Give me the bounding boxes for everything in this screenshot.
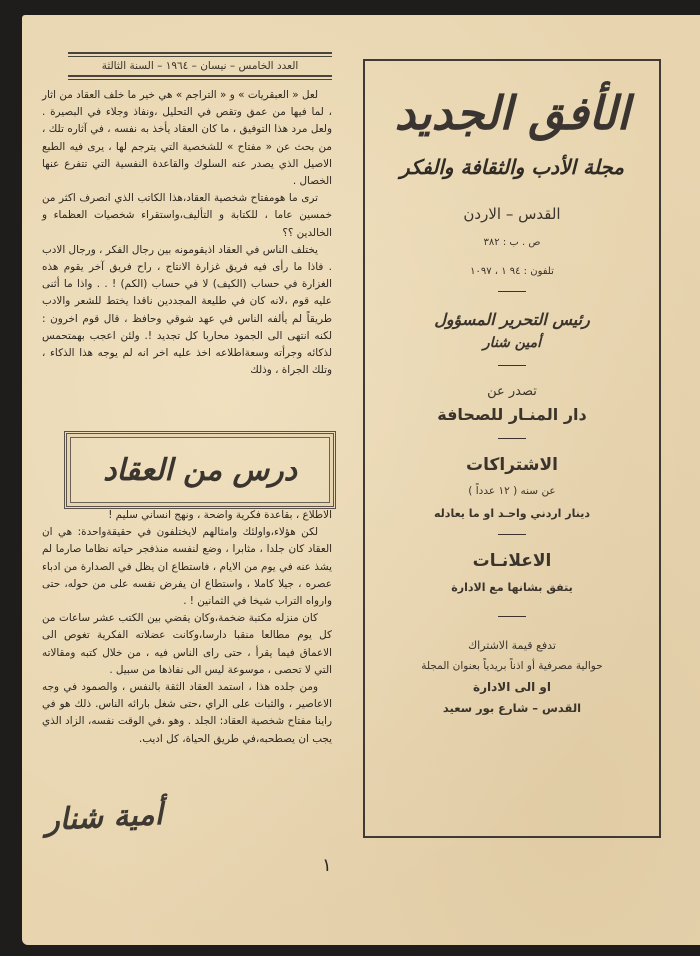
article-paragraph: لعل « العبقريات » و « التراجم » هي خير ما خلف العقاد من اثار ، لما فيها من عمق وتقص في التحليل ،ونفاذ وجلاء في البصيرة . ولعل مرد هذا التوفيق ، ما كان العقاد يأخذ به نفسه ، في آثاره تلك ، من بحث عن « مفتاح » للشخصية التي يترجم لها ، يرى فيه الطبع الاصيل الذي يصدر عنه السلوك والقاعدة النفسية التي تتفرع عنها الخصال . [42, 89, 332, 188]
subscriptions-heading: الاشتراكات [466, 455, 558, 475]
ads-note: يتفق بشانها مع الادارة [451, 581, 573, 594]
article-paragraph: الاطلاع ، بقاعدة فكرية واضحة ، ونهج انساني سليم ! [108, 509, 332, 521]
article-title: درس من العقاد [103, 452, 297, 488]
article-body-bottom [42, 507, 332, 748]
article-paragraph: كان منزله مكتبة ضخمة،وكان يقضي بين الكتب عشر ساعات من كل يوم مطالعا منقبا دارسا،وكانت عضلاته الفكرية تغوص الى الاعماق فيما يقرأ ، حتى راى الناس فيه ، من خلال كتبه ومقالاته التي لا تحصى ، موسوعة ليس الى نفاذها من سبيل . [42, 612, 332, 676]
issue-header [68, 52, 332, 82]
city: القدس – الاردن [463, 205, 561, 223]
divider [498, 616, 526, 617]
masthead-box [363, 59, 661, 838]
subscription-period: عن سنه ( ١٢ عدداً ) [468, 485, 556, 497]
page-number: ١ [322, 855, 332, 876]
payment-line-4: القدس – شارع بور سعيد [442, 701, 582, 715]
article-paragraph: ومن جلده هذا ، استمد العقاد الثقة بالنفس ، والصمود في وجه الاعاصير ، والثبات على الراي ،حتى شغل بارائه الناس. ذلك هو في راينا مفتاح شخصية العقاد: الجلد . وهو ،في الوقت نفسه، الزاد الذي يجب ان يصطحبه،في طريق الحياة، كل اديب. [42, 681, 332, 745]
payment-line-2: حوالية مصرفية أو اذناً بريدياً بعنوان المجلة [421, 660, 603, 672]
article-paragraph: ترى ما هومفتاح شخصية العقاد،هذا الكاتب الذي انصرف اكثر من خمسين عاما ، للكتابة و التأليف،واستقراء شخصيات العظماء و الخالدين ؟؟ [42, 192, 332, 239]
author-signature: أمية شنار [44, 796, 164, 839]
article-paragraph: يختلف الناس في العقاد اذيقومونه بين رجال الفكر ، ورجال الادب . فاذا ما رأى فيه فريق غزارة الانتاج ، راح فريق آخر يقوم هذه الغزارة في حساب (الكيف) لا في حساب (الكم) ! . . واذا ما أثنى عليه قوم ،لانه كان في طليعة المجددين ناقدا يختط للشعر والادب طريقاً لم يألفه الناس في عهد شوقي وحافظ ، قال قوم اخرون : لكنه انتهى الى الجمود محاربا كل تجديد !. ولئن اعجب بهمتحمس لذكائه وجرأته وسعةاطلاعه اخذ عليه اخر انه لم يوجه هذا الذكاء ، وتلك الجراة ، وذلك [42, 243, 332, 377]
payment-line-1: تدفع قيمة الاشتراك [468, 639, 556, 652]
po-box: ص . ب : ٣٨٢ [483, 237, 541, 248]
divider [498, 291, 526, 292]
subscription-price: دينار اردني واحـد او ما يعادله [434, 507, 590, 520]
divider [498, 365, 526, 366]
article-paragraph: لكن هؤلاء،واولئك وامثالهم لايختلفون في حقيقةواحدة: هي ان العقاد كان جلدا ، مثابرا ، وضع لنفسه منذفجر حياته نظاما صارما لم يشذ عنه في يوم من الايام ، فاستطاع ان يظل في الصدارة من ادباء عصره ، جيلا كاملا ، واستطاع ان يفرض نفسه على من حوله، حتى وارواه التراب شيخا في الثمانين ! . [42, 526, 332, 608]
header-rule-top [68, 52, 332, 54]
editor-title: رئيس التحرير المسؤول [434, 310, 590, 329]
payment-line-3: او الى الادارة [473, 680, 551, 694]
ads-heading: الاعلانـات [472, 551, 552, 571]
editor-name: أمين شنار [482, 335, 542, 351]
header-rule-bottom-thin [68, 79, 332, 80]
publisher: دار المنـار للصحافة [437, 405, 587, 424]
header-rule-bottom [68, 75, 332, 77]
article-title-box [64, 431, 336, 509]
magazine-logo: الأفق الجديد [394, 86, 630, 140]
article-body-top [42, 87, 332, 379]
divider [498, 438, 526, 439]
published-by-label: تصدر عن [487, 384, 537, 399]
magazine-subtitle: مجلة الأدب والثقافة والفكر [400, 155, 624, 179]
issue-info: العدد الخامس – نيسان – ١٩٦٤ – السنة الثالثة [101, 60, 299, 72]
phone: تلفون : ٩٤ ١ ، ١٠٩٧ [470, 266, 554, 277]
divider [498, 534, 526, 535]
